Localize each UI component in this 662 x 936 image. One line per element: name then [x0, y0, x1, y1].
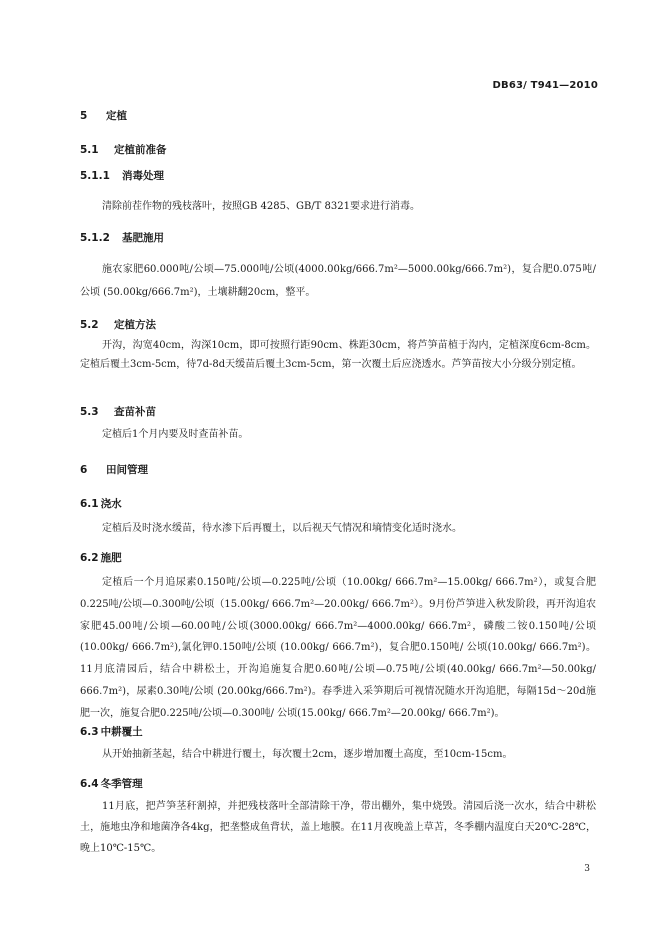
- section-title: 消毒处理: [122, 170, 164, 182]
- section-title: 田间管理: [106, 464, 148, 476]
- section-number: 5.2: [80, 319, 99, 331]
- section-number: 5.1.1: [80, 170, 110, 182]
- section-6-4-heading: [80, 776, 143, 791]
- section-title: 定植前准备: [114, 144, 167, 156]
- section-title: 施肥: [100, 552, 122, 564]
- section-number: 6.2: [80, 552, 99, 564]
- section-title: 定植: [106, 110, 127, 122]
- section-6-3-text: 从开始抽新茎起，结合中耕进行覆土，每次覆土2cm，逐步增加覆土高度，至10cm-15cm。: [102, 749, 513, 760]
- section-5-1-2-heading: [80, 230, 164, 245]
- section-6-1-heading: [80, 496, 122, 511]
- section-5-heading: [80, 108, 127, 123]
- section-5-1-2-text: 施农家肥60.000吨/公顷—75.000吨/公顷(4000.00kg/666.7m²—5000.00kg/666.7m²)，复合肥0.075吨/公顷 (50.00kg/666.7m²)，土壤耕翻20cm，整平。: [80, 264, 596, 298]
- section-title: 查苗补苗: [114, 406, 156, 418]
- section-6-heading: [80, 462, 148, 477]
- section-5-1-1-heading: [80, 168, 164, 183]
- document-code: DB63/ T941—2010: [492, 80, 598, 91]
- section-5-1-1-text: 清除前茬作物的残枝落叶，按照GB 4285、GB/T 8321要求进行消毒。: [102, 201, 420, 212]
- section-title: 冬季管理: [100, 778, 143, 790]
- section-6-1-text: 定植后及时浇水缓苗，待水渗下后再覆土，以后视天气情况和墒情变化适时浇水。: [102, 523, 462, 534]
- section-5-2-heading: [80, 317, 156, 332]
- section-title: 浇水: [100, 498, 122, 510]
- section-6-2-text: 定植后一个月追尿素0.150吨/公顷—0.225吨/公顷（10.00kg/ 666.7m²—15.00kg/ 666.7m²），或复合肥0.225吨/公顷—0.300吨/公顷（15.00kg/ 666.7m²—20.00kg/ 666.7m²）。9月份芦笋进入秋发阶段，再开沟追农家肥45.00吨/公顷—60.00吨/公顷(3000.00kg/ 666.7m²—4000.00kg/ 666.7m²，磷酸二铵0.150吨/公顷 (10.00kg/ 666.7m²),氯化钾0.150吨/公顷 (10.00kg/ 666.7m²)，复合肥0.150吨/ 公顷(10.00kg/ 666.7m²)。11月底清园后，结合中耕松土，开沟追施复合肥0.60吨/公顷—0.75吨/公顷(40.00kg/ 666.7m²—50.00kg/ 666.7m²)，尿素0.30吨/公顷 (20.00kg/666.7m²)。春季进入采笋期后可视情况随水开沟追肥，每隔15d～20d施肥一次，施复合肥0.225吨/公顷—0.300吨/ 公顷(15.00kg/ 666.7m²—20.00kg/ 666.7m²)。: [80, 577, 596, 719]
- section-5-3-text: 定植后1个月内要及时查苗补苗。: [102, 429, 249, 440]
- section-5-3-heading: [80, 404, 156, 419]
- section-5-2-text: 开沟，沟宽40cm，沟深10cm，即可按照行距90cm、株距30cm，将芦笋苗植于沟内，定植深度6cm-8cm。定植后覆土3cm-5cm，待7d-8d天缓苗后覆土3cm-5cm，第一次覆土后应浇透水。芦笋苗按大小分级分别定植。: [80, 340, 596, 370]
- section-number: 6: [80, 464, 88, 476]
- section-number: 5.1: [80, 144, 99, 156]
- section-number: 5.1.2: [80, 232, 110, 244]
- section-number: 6.3: [80, 726, 99, 738]
- section-6-4-text: 11月底，把芦笋茎秆割掉，并把残枝落叶全部清除干净，带出棚外，集中烧毁。清园后浇一次水，结合中耕松土，施地虫净和地菌净各4kg，把垄整成鱼背状，盖上地膜。在11月夜晚盖上草苫，冬季棚内温度白天20℃-28℃，晚上10℃-15℃。: [80, 801, 596, 854]
- section-number: 6.4: [80, 778, 99, 790]
- section-title: 基肥施用: [122, 232, 164, 244]
- section-5-1-heading: [80, 142, 167, 157]
- page-number: 3: [584, 864, 590, 874]
- section-title: 定植方法: [114, 319, 156, 331]
- section-title: 中耕覆土: [100, 726, 143, 738]
- section-number: 6.1: [80, 498, 99, 510]
- section-number: 5.3: [80, 406, 99, 418]
- section-number: 5: [80, 110, 88, 122]
- section-6-3-heading: [80, 724, 143, 739]
- section-6-2-heading: [80, 550, 122, 565]
